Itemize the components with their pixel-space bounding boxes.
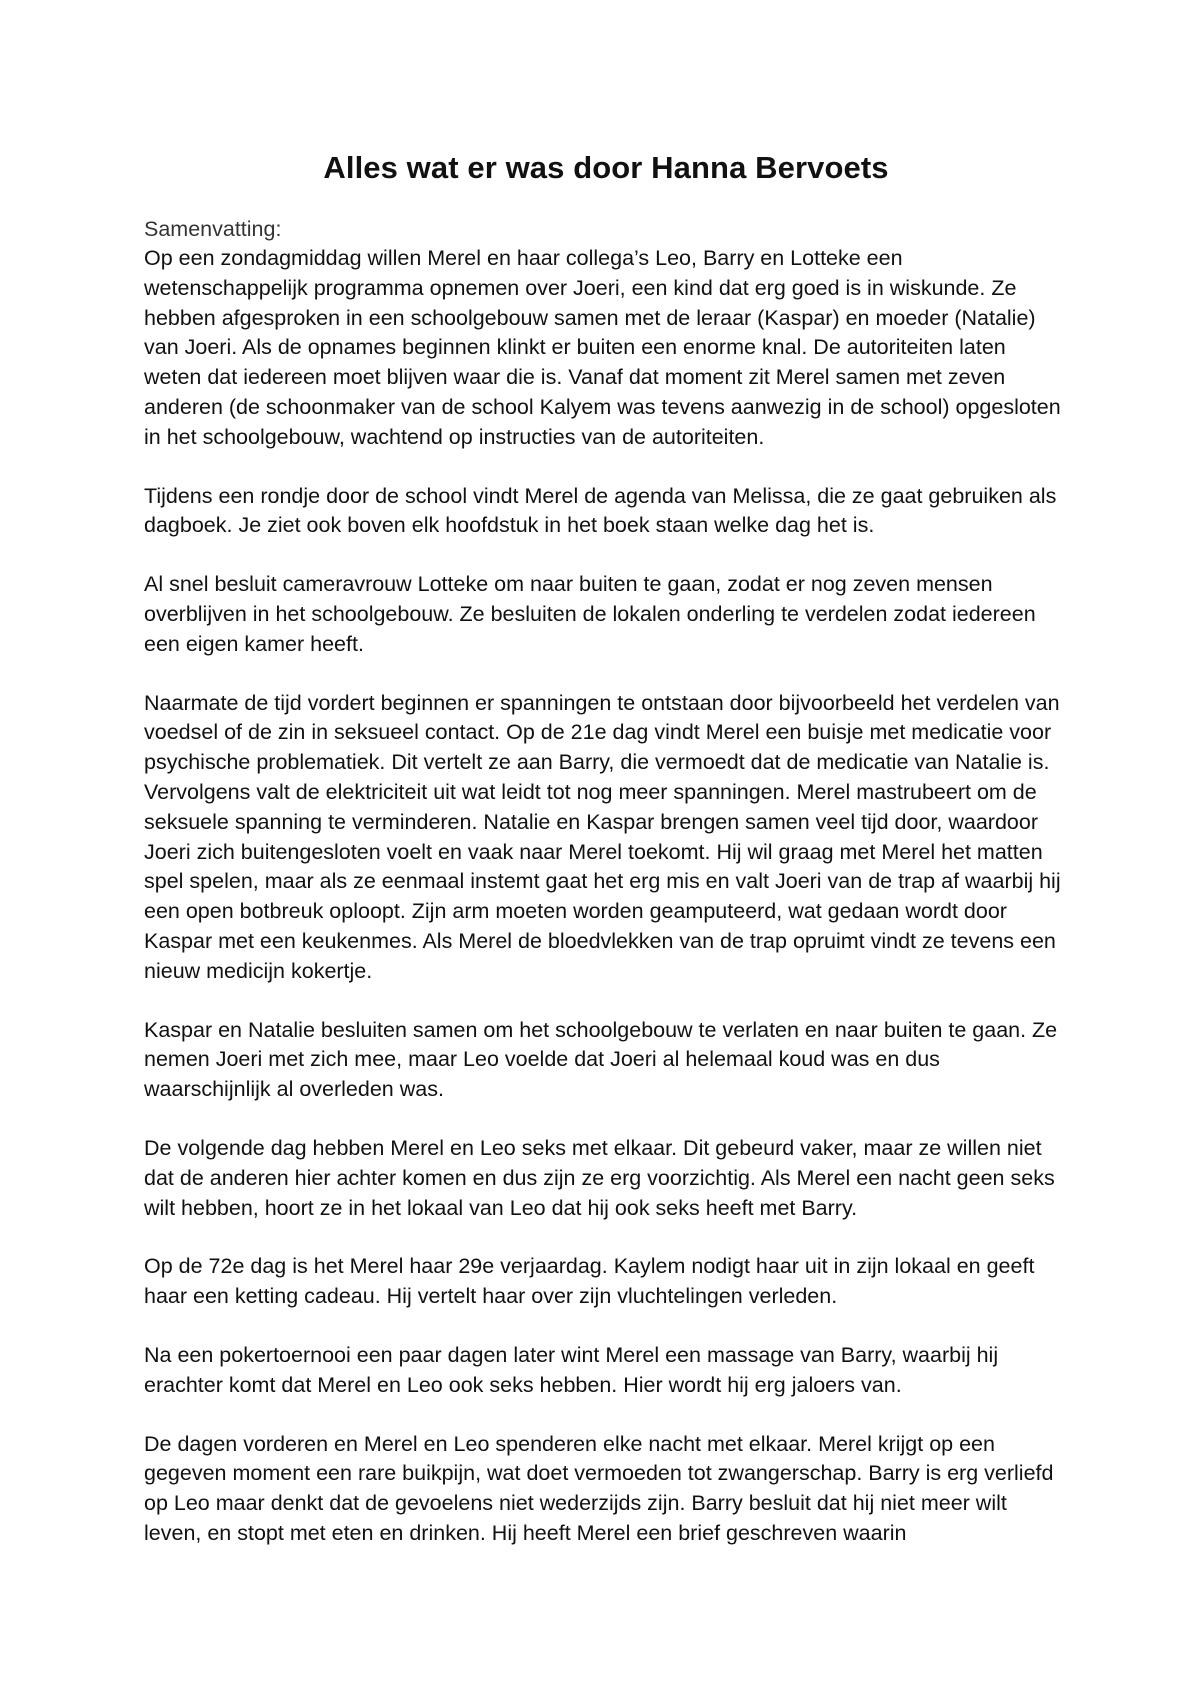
- paragraph-7: Op de 72e dag is het Merel haar 29e verjaardag. Kaylem nodigt haar uit in zijn lokaal en geeft haar een ketting cadeau. Hij vertelt haar over zijn vluchtelingen verleden.: [144, 1254, 1035, 1309]
- document-title: Alles wat er was door Hanna Bervoets: [323, 150, 889, 185]
- paragraph-3: Al snel besluit cameravrouw Lotteke om naar buiten te gaan, zodat er nog zeven mensen overblijven in het schoolgebouw. Ze besluiten de lokalen onderling te verdelen zodat iedereen een eigen kamer heeft.: [144, 572, 1036, 656]
- document-body: [144, 148, 1068, 1578]
- paragraph-1: Op een zondagmiddag willen Merel en haar collega’s Leo, Barry en Lotteke een wetenschappelijk programma opnemen over Joeri, een kind dat erg goed is in wiskunde. Ze hebben afgesproken in een schoolgebouw samen met de leraar (Kaspar) en moeder (Natalie) van Joeri. Als de opnames beginnen klinkt er buiten een enorme knal. De autoriteiten laten weten dat iedereen moet blijven waar die is. Vanaf dat moment zit Merel samen met zeven anderen (de schoonmaker van de school Kalyem was tevens aanwezig in de school) opgesloten in het schoolgebouw, wachtend op instructies van de autoriteiten.: [144, 246, 1061, 449]
- summary-label: Samenvatting:: [144, 217, 282, 241]
- paragraph-2: Tijdens een rondje door de school vindt Merel de agenda van Melissa, die ze gaat gebruiken als dagboek. Je ziet ook boven elk hoofdstuk in het boek staan welke dag het is.: [144, 483, 1057, 538]
- paragraph-9: De dagen vorderen en Merel en Leo spenderen elke nacht met elkaar. Merel krijgt op een gegeven moment een rare buikpijn, wat doet vermoeden tot zwangerschap. Barry is erg verliefd op Leo maar denkt dat de gevoelens niet wederzijds zijn. Barry besluit dat hij niet meer wilt leven, en stopt met eten en drinken. Hij heeft Merel een brief geschreven waarin: [144, 1431, 1054, 1545]
- paragraph-4: Naarmate de tijd vordert beginnen er spanningen te ontstaan door bijvoorbeeld het verdelen van voedsel of de zin in seksueel contact. Op de 21e dag vindt Merel een buisje met medicatie voor psychische problematiek. Dit vertelt ze aan Barry, die vermoedt dat de medicatie van Natalie is. Vervolgens valt de elektriciteit uit wat leidt tot nog meer spanningen. Merel mastrubeert om de seksuele spanning te verminderen. Natalie en Kaspar brengen samen veel tijd door, waardoor Joeri zich buitengesloten voelt en vaak naar Merel toekomt. Hij wil graag met Merel het matten spel spelen, maar als ze eenmaal instemt gaat het erg mis en valt Joeri van de trap af waarbij hij een open botbreuk oploopt. Zijn arm moeten worden geamputeerd, wat gedaan wordt door Kaspar met een keukenmes. Als Merel de bloedvlekken van de trap opruimt vindt ze tevens een nieuw medicijn kokertje.: [144, 690, 1061, 983]
- paragraph-8: Na een pokertoernooi een paar dagen later wint Merel een massage van Barry, waarbij hij erachter komt dat Merel en Leo ook seks hebben. Hier wordt hij erg jaloers van.: [144, 1342, 999, 1397]
- paragraph-6: De volgende dag hebben Merel en Leo seks met elkaar. Dit gebeurd vaker, maar ze willen niet dat de anderen hier achter komen en dus zijn ze erg voorzichtig. Als Merel een nacht geen seks wilt hebben, hoort ze in het lokaal van Leo dat hij ook seks heeft met Barry.: [144, 1135, 1055, 1220]
- paragraph-5: Kaspar en Natalie besluiten samen om het schoolgebouw te verlaten en naar buiten te gaan. Ze nemen Joeri met zich mee, maar Leo voelde dat Joeri al helemaal koud was en dus waarschijnlijk al overleden was.: [144, 1017, 1058, 1102]
